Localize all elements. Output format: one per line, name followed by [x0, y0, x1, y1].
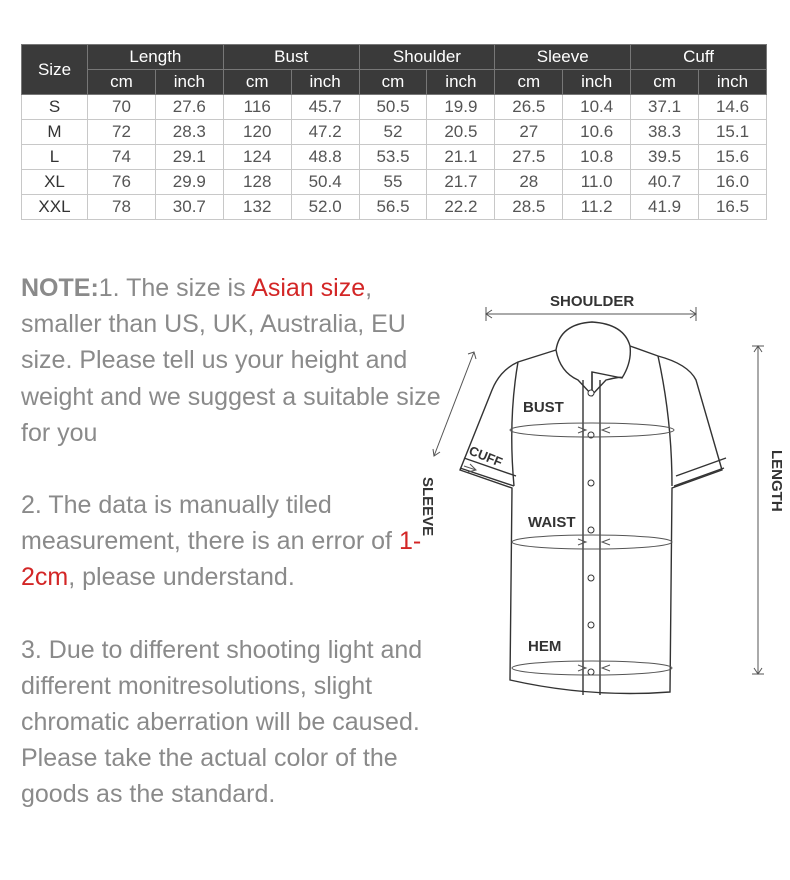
table-cell: 27	[495, 120, 563, 145]
table-cell: 40.7	[631, 170, 699, 195]
table-cell: 128	[223, 170, 291, 195]
unit-header: inch	[699, 70, 767, 95]
table-cell: 26.5	[495, 95, 563, 120]
group-header-sleeve: Sleeve	[495, 45, 631, 70]
note-3: 3. Due to different shooting light and different monitresolutions, slight chromatic aberration will be caused. Please take the actual color of the goods as the standard.	[21, 635, 423, 809]
bust-label: BUST	[523, 399, 564, 416]
table-cell: 76	[88, 170, 156, 195]
size-chart-table	[21, 44, 767, 220]
asian-size-highlight: Asian size	[251, 274, 366, 302]
table-cell: 29.9	[155, 170, 223, 195]
table-cell: 21.7	[427, 170, 495, 195]
group-header-row	[22, 45, 767, 70]
table-row	[22, 195, 767, 220]
unit-header: cm	[223, 70, 291, 95]
table-row	[22, 95, 767, 120]
table-cell: 39.5	[631, 145, 699, 170]
sleeve-label: SLEEVE	[419, 477, 436, 537]
table-cell: 10.4	[563, 95, 631, 120]
table-cell: 120	[223, 120, 291, 145]
table-cell: 56.5	[359, 195, 427, 220]
table-cell: 16.0	[699, 170, 767, 195]
unit-header: inch	[155, 70, 223, 95]
table-cell: 47.2	[291, 120, 359, 145]
table-cell: 20.5	[427, 120, 495, 145]
table-cell: 53.5	[359, 145, 427, 170]
measurement-guides	[433, 307, 764, 675]
size-cell: M	[22, 120, 88, 145]
table-cell: 52.0	[291, 195, 359, 220]
unit-header: cm	[631, 70, 699, 95]
note-label: NOTE:	[21, 274, 99, 302]
unit-header: cm	[88, 70, 156, 95]
table-cell: 132	[223, 195, 291, 220]
table-cell: 29.1	[155, 145, 223, 170]
table-row	[22, 170, 767, 195]
group-header-bust: Bust	[223, 45, 359, 70]
size-cell: XL	[22, 170, 88, 195]
unit-header: inch	[427, 70, 495, 95]
error-range-highlight: 1-2cm	[21, 527, 422, 592]
table-cell: 50.5	[359, 95, 427, 120]
note-1	[21, 270, 441, 451]
size-column-header: Size	[22, 45, 88, 95]
table-cell: 10.8	[563, 145, 631, 170]
shirt-outline	[460, 322, 726, 695]
buttons	[588, 390, 594, 675]
table-cell: 16.5	[699, 195, 767, 220]
table-cell: 124	[223, 145, 291, 170]
length-label: LENGTH	[768, 450, 785, 512]
table-cell: 72	[88, 120, 156, 145]
unit-header: inch	[291, 70, 359, 95]
table-cell: 48.8	[291, 145, 359, 170]
note-1-text-end: , smaller than US, UK, Australia, EU size. Please tell us your height and weight and we suggest a suitable size for you	[21, 274, 441, 447]
note-1-text-start: 1. The size is	[98, 274, 252, 302]
hem-label: HEM	[528, 638, 562, 655]
table-cell: 21.1	[427, 145, 495, 170]
table-cell: 22.2	[427, 195, 495, 220]
table-cell: 74	[88, 145, 156, 170]
unit-header: cm	[495, 70, 563, 95]
size-cell: S	[22, 95, 88, 120]
table-cell: 11.0	[563, 170, 631, 195]
size-cell: L	[22, 145, 88, 170]
table-cell: 27.5	[495, 145, 563, 170]
table-cell: 19.9	[427, 95, 495, 120]
waist-label: WAIST	[528, 514, 576, 531]
table-cell: 11.2	[563, 195, 631, 220]
table-cell: 27.6	[155, 95, 223, 120]
table-row	[22, 145, 767, 170]
table-cell: 37.1	[631, 95, 699, 120]
table-cell: 28.3	[155, 120, 223, 145]
table-cell: 28	[495, 170, 563, 195]
table-cell: 41.9	[631, 195, 699, 220]
unit-header: cm	[359, 70, 427, 95]
table-cell: 15.1	[699, 120, 767, 145]
table-cell: 30.7	[155, 195, 223, 220]
table-row	[22, 120, 767, 145]
group-header-cuff: Cuff	[631, 45, 767, 70]
table-cell: 38.3	[631, 120, 699, 145]
shirt-measurement-diagram	[410, 280, 785, 710]
group-header-shoulder: Shoulder	[359, 45, 495, 70]
table-cell: 14.6	[699, 95, 767, 120]
table-cell: 70	[88, 95, 156, 120]
note-2	[21, 487, 441, 596]
note-2-text-start: 2. The data is manually tiled measurement, there is an error of	[21, 491, 399, 556]
table-cell: 116	[223, 95, 291, 120]
table-cell: 15.6	[699, 145, 767, 170]
table-cell: 28.5	[495, 195, 563, 220]
note-2-text-end: , please understand.	[68, 563, 295, 592]
cuff-label: CUFF	[466, 442, 505, 470]
table-cell: 52	[359, 120, 427, 145]
shoulder-label: SHOULDER	[550, 293, 635, 310]
table-cell: 50.4	[291, 170, 359, 195]
table-cell: 45.7	[291, 95, 359, 120]
group-header-length: Length	[88, 45, 224, 70]
size-cell: XXL	[22, 195, 88, 220]
unit-header: inch	[563, 70, 631, 95]
unit-header-row	[22, 70, 767, 95]
table-cell: 78	[88, 195, 156, 220]
table-cell: 10.6	[563, 120, 631, 145]
notes-section	[21, 270, 441, 849]
table-cell: 55	[359, 170, 427, 195]
